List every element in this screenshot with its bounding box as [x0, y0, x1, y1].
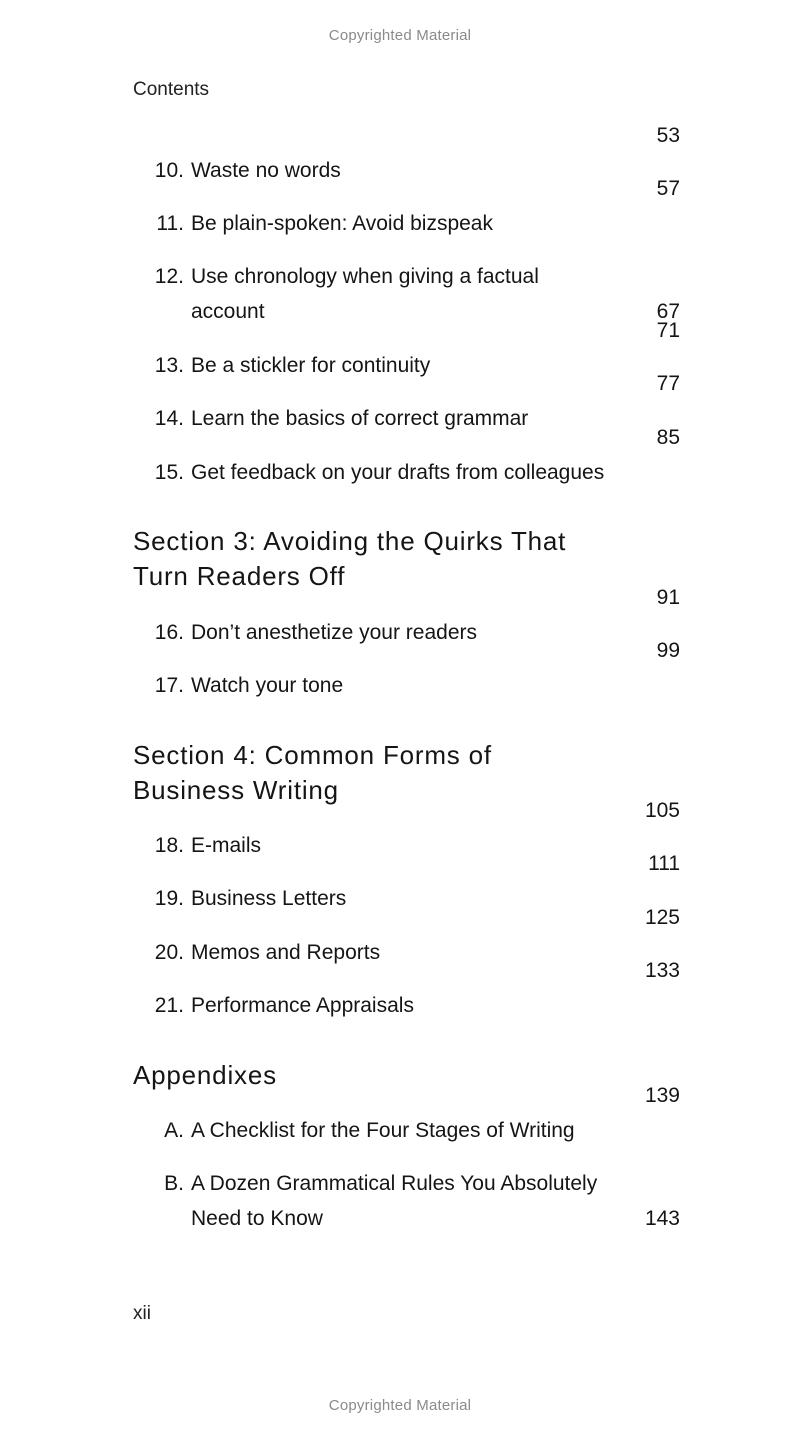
- page-number: 71: [656, 319, 680, 342]
- section-4-heading: Section 4: Common Forms of Business Writing: [133, 740, 492, 805]
- appendix-letter: A.: [164, 1119, 184, 1142]
- chapter-title: Watch your tone: [191, 674, 344, 697]
- page-number: 53: [656, 124, 680, 147]
- page-number: 99: [656, 639, 680, 662]
- chapter-number: 11.: [156, 212, 184, 235]
- watermark-top: Copyrighted Material: [328, 27, 472, 44]
- chapter-title: Don’t anesthetize your readers: [191, 621, 477, 644]
- page-number: 133: [644, 959, 680, 982]
- watermark-bottom: Copyrighted Material: [328, 1397, 472, 1414]
- chapter-title: Performance Appraisals: [191, 994, 414, 1017]
- toc-entry[interactable]: [133, 259, 680, 329]
- chapter-number: 19.: [154, 887, 184, 910]
- chapter-number: 17.: [154, 674, 184, 697]
- appendix-title: A Dozen Grammatical Rules You Absolutely Need to Know: [191, 1172, 598, 1230]
- chapter-title: E-mails: [191, 834, 262, 857]
- running-head: Contents: [133, 79, 210, 100]
- chapter-title: Business Letters: [191, 887, 347, 910]
- section-3-heading: Section 3: Avoiding the Quirks That Turn Readers Off: [133, 526, 567, 591]
- page-number: 77: [656, 372, 680, 395]
- chapter-title: Memos and Reports: [191, 941, 381, 964]
- toc-entry[interactable]: [133, 1166, 680, 1236]
- page-number: 125: [644, 906, 680, 929]
- chapter-title: Use chronology when giving a factual account: [191, 265, 539, 323]
- chapter-number: 15.: [154, 461, 184, 484]
- chapter-number: 12.: [154, 265, 184, 288]
- page-number: 91: [656, 586, 680, 609]
- chapter-number: 14.: [154, 407, 184, 430]
- page-number: 143: [644, 1207, 680, 1230]
- chapter-title: Waste no words: [191, 159, 341, 182]
- page-folio: xii: [133, 1303, 151, 1324]
- chapter-number: 16.: [154, 621, 184, 644]
- page-number: 105: [644, 799, 680, 822]
- page-number: 85: [656, 426, 680, 449]
- chapter-title: Be plain-spoken: Avoid bizspeak: [191, 212, 493, 235]
- chapter-number: 21.: [154, 994, 184, 1017]
- page-number: 111: [648, 852, 680, 875]
- page-number: 139: [644, 1084, 680, 1107]
- appendixes-heading: Appendixes: [133, 1060, 277, 1090]
- chapter-number: 18.: [154, 834, 184, 857]
- chapter-number: 20.: [154, 941, 184, 964]
- appendix-letter: B.: [164, 1172, 184, 1195]
- page-number: 67: [656, 300, 680, 323]
- chapter-title: Be a stickler for continuity: [191, 354, 431, 377]
- chapter-number: 10.: [154, 159, 184, 182]
- chapter-title: Get feedback on your drafts from colleagues: [191, 461, 605, 484]
- page-number: 57: [656, 177, 680, 200]
- chapter-title: Learn the basics of correct grammar: [191, 407, 529, 430]
- chapter-number: 13.: [154, 354, 184, 377]
- appendix-title: A Checklist for the Four Stages of Writing: [191, 1119, 575, 1142]
